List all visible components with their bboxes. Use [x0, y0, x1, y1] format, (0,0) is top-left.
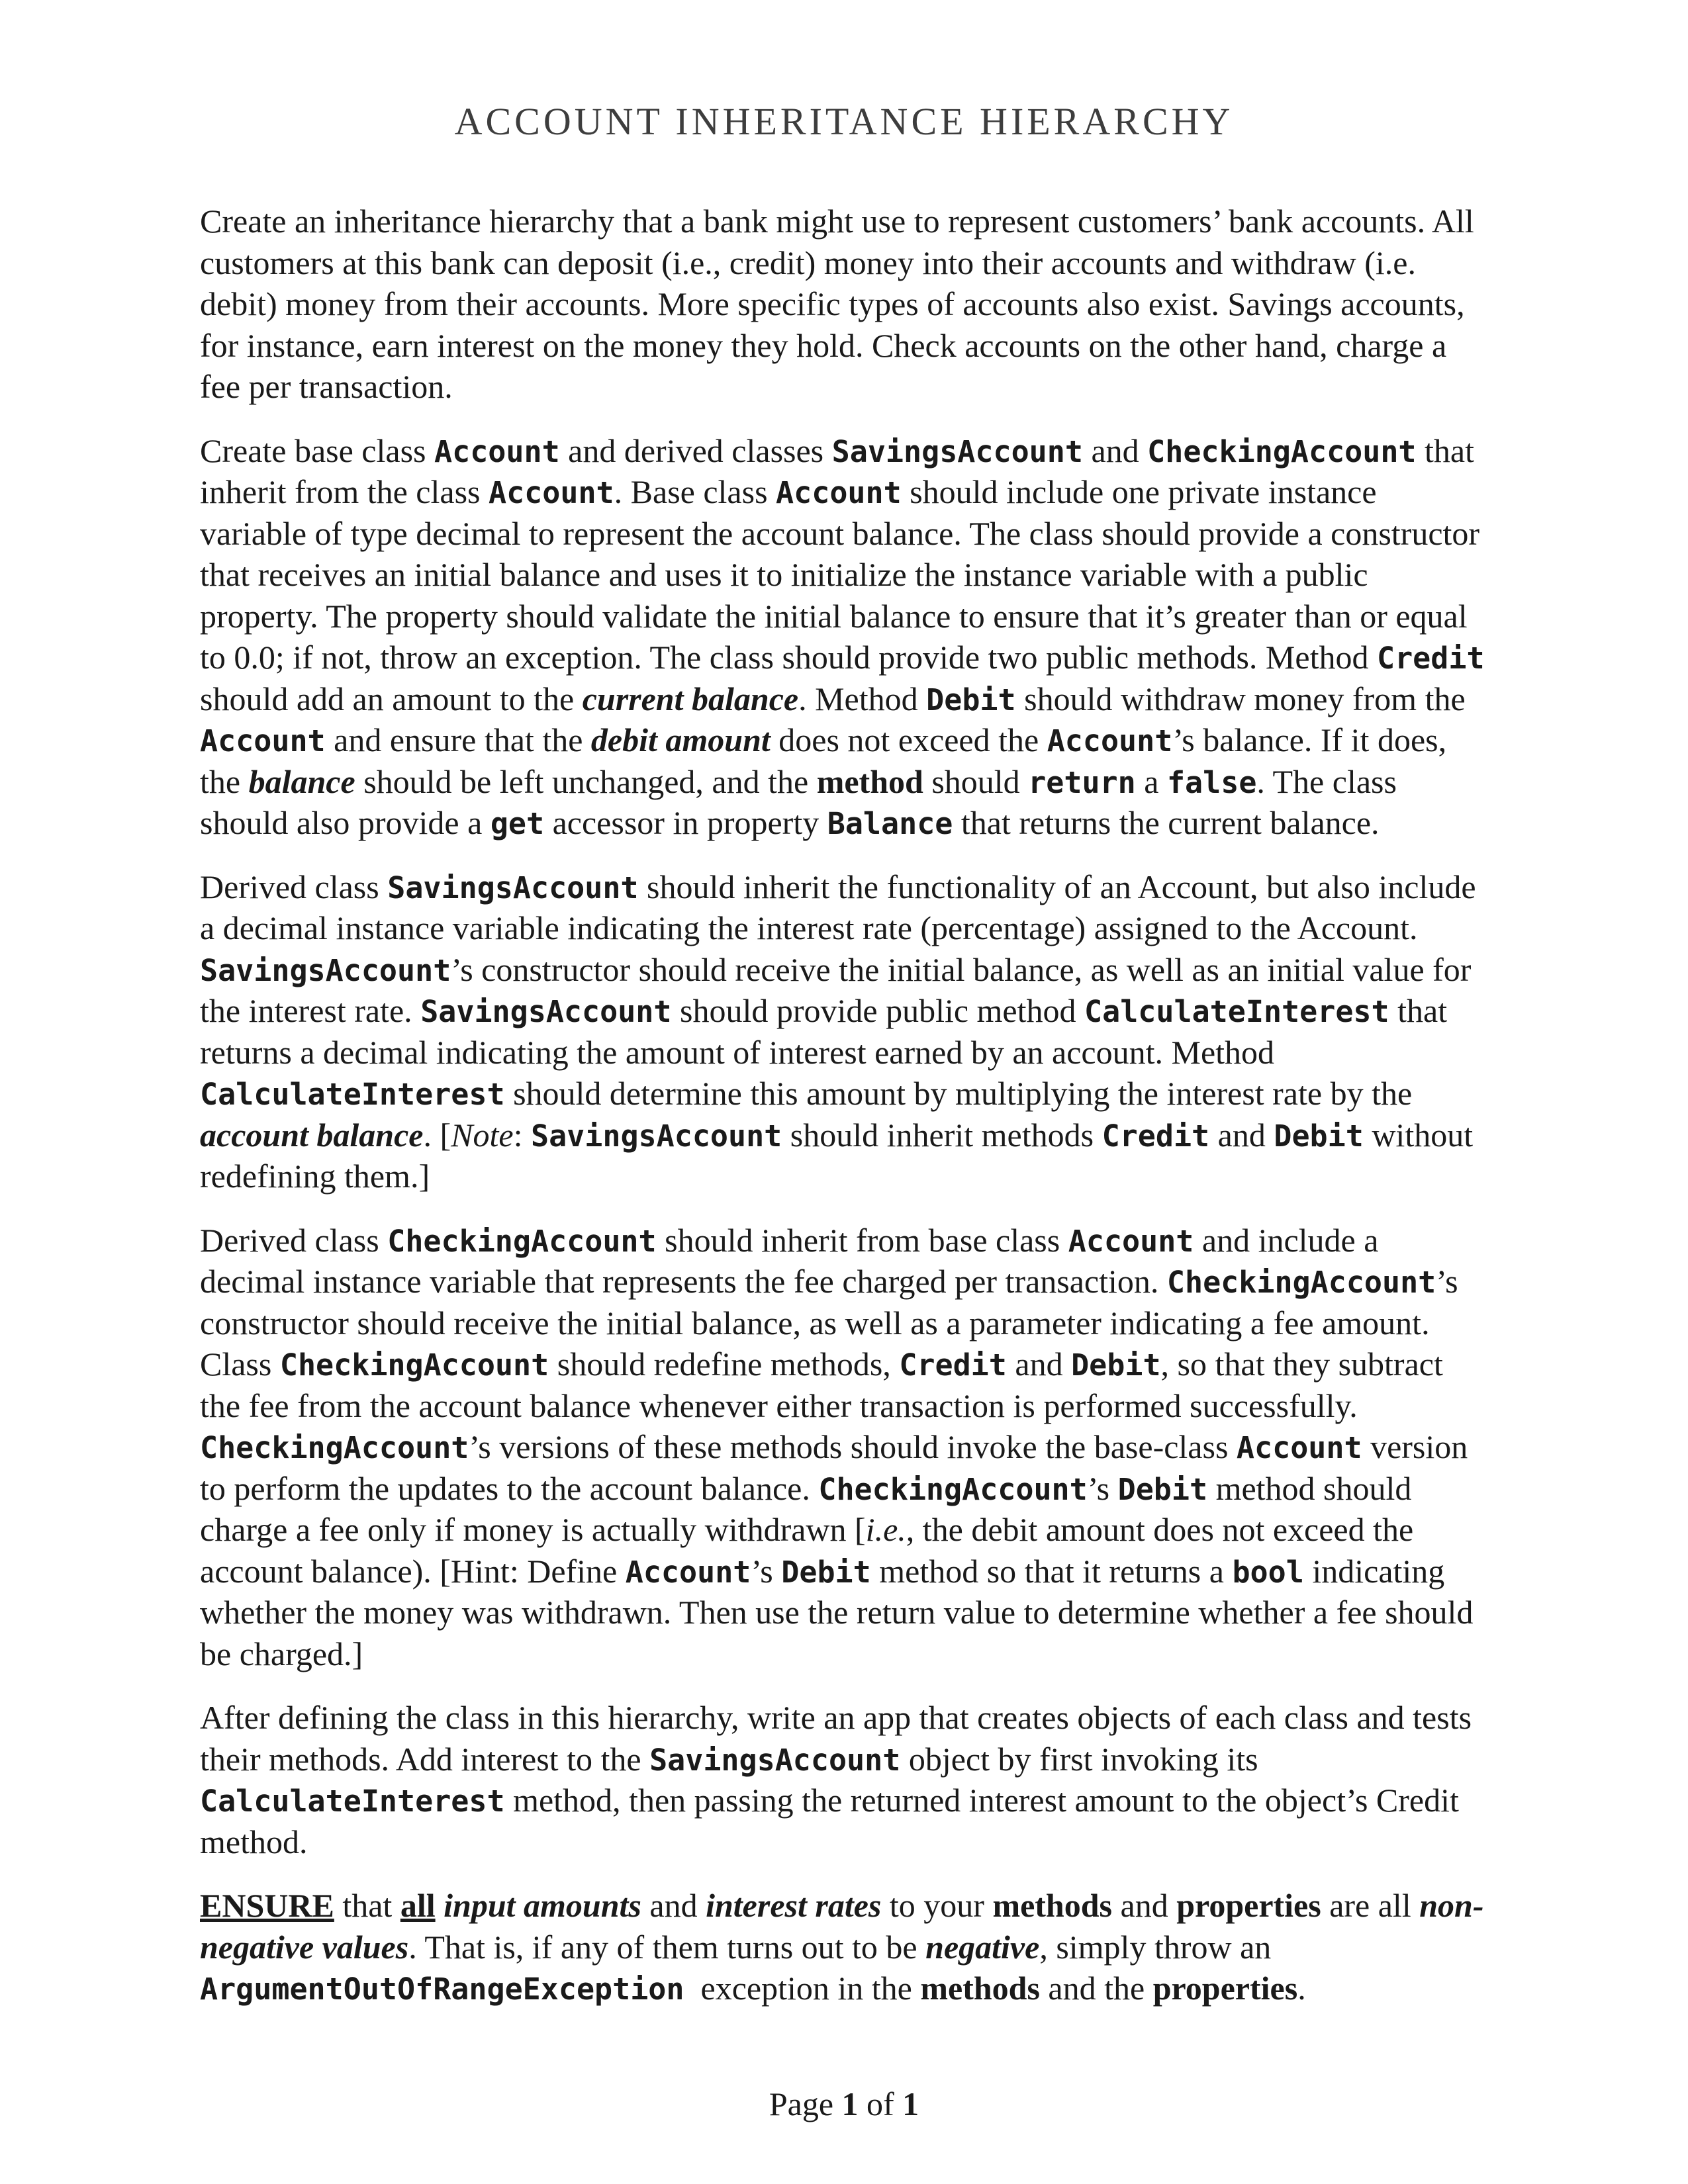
paragraph — [200, 1220, 1488, 1675]
text-run: and — [1006, 1345, 1072, 1383]
paragraph — [200, 1697, 1488, 1862]
text-run: CalculateInterest — [1084, 994, 1389, 1029]
text-run: should inherit methods — [782, 1116, 1102, 1154]
text-run: to your — [881, 1887, 993, 1924]
text-run: CheckingAccount — [1147, 433, 1417, 469]
text-run: return — [1028, 764, 1136, 800]
text-run: SavingsAccount — [420, 994, 672, 1029]
text-run: that — [334, 1887, 400, 1924]
text-run: SavingsAccount — [649, 1742, 901, 1778]
text-run: properties — [1152, 1970, 1298, 2007]
text-run: CheckingAccount — [279, 1347, 549, 1383]
text-run: Debit — [1117, 1471, 1208, 1507]
text-run: i.e. — [865, 1511, 906, 1548]
text-run: non-negative values — [200, 1887, 1484, 1966]
text-run: should inherit the functionality of an Account, but also include a decimal instance variable indicating the interest rate (percentage) assigned to the Account. — [200, 868, 1476, 946]
text-run: , simply throw an — [1039, 1928, 1272, 1966]
text-run: Account — [1068, 1223, 1194, 1259]
text-run: object by first invoking its — [900, 1740, 1258, 1778]
text-run: Note — [451, 1116, 514, 1154]
text-run: . The class should also provide a — [200, 762, 1397, 841]
text-run: . That is, if any of them turns out to be — [408, 1928, 926, 1966]
text-run: ’s — [751, 1552, 782, 1590]
text-run: Balance — [827, 806, 953, 841]
text-run: and derived classes — [559, 432, 832, 469]
text-run: : — [513, 1116, 531, 1154]
text-run: and — [1112, 1887, 1177, 1924]
text-run: methods — [920, 1970, 1040, 2007]
document-title: ACCOUNT INHERITANCE HIERARCHY — [454, 100, 1234, 143]
text-run: without redefining them.] — [200, 1116, 1474, 1195]
paragraph — [200, 866, 1488, 1197]
text-run: Account — [1047, 723, 1173, 758]
text-run: should — [923, 762, 1029, 800]
text-run: Derived class — [200, 868, 388, 905]
text-run: Create base class — [200, 432, 435, 469]
text-run: does not exceed the — [770, 721, 1047, 758]
text-run: interest rates — [706, 1887, 882, 1924]
text-run: and — [1209, 1116, 1274, 1154]
text-run: Page — [769, 2085, 842, 2122]
text-run: current balance — [582, 680, 799, 717]
text-run: SavingsAccount — [387, 870, 639, 905]
text-run: that inherit from the class — [200, 432, 1475, 510]
text-run: Derived class — [200, 1221, 388, 1259]
text-run: account balance — [200, 1116, 424, 1154]
text-run: ’s constructor should receive the initial balance, as well as a parameter indicating a fee amount. Class — [200, 1263, 1458, 1383]
text-run: Credit — [1102, 1118, 1210, 1154]
text-run: CheckingAccount — [387, 1223, 657, 1259]
text-run: CalculateInterest — [200, 1784, 505, 1819]
text-run: false — [1166, 764, 1257, 800]
text-run: should redefine methods, — [549, 1345, 900, 1383]
text-run: should provide public method — [671, 992, 1085, 1029]
text-run: Account — [489, 475, 614, 510]
page-footer — [0, 2085, 1688, 2123]
text-run: should include one private instance variable of type decimal to represent the account balance. The class should provide a constructor that receives an initial balance and uses it to initialize the instance variable with a public property. The property should validate the initial balance to ensure that it’s greater than or equal to 0.0; if not, throw an exception. The class should provide two public methods. Method — [200, 473, 1480, 676]
text-run: methods — [992, 1887, 1113, 1924]
text-run: get — [490, 806, 545, 841]
text-run: version to perform the updates to the account balance. — [200, 1428, 1468, 1507]
paragraph — [200, 430, 1488, 844]
text-run: exception in the — [684, 1970, 921, 2007]
text-run: indicating whether the money was withdrawn. Then use the return value to determine whether a fee should be charged.] — [200, 1552, 1474, 1672]
text-run: should determine this amount by multiplying the interest rate by the — [504, 1075, 1413, 1112]
text-run: Account — [434, 433, 560, 469]
text-run: should add an amount to the — [200, 680, 583, 717]
text-run: ENSURE — [200, 1887, 334, 1924]
text-run: CalculateInterest — [200, 1077, 505, 1112]
text-run: . Base class — [614, 473, 776, 510]
text-run: ’s balance. If it does, the — [200, 721, 1447, 800]
text-run: Debit — [781, 1554, 871, 1590]
document-body — [200, 201, 1488, 2009]
text-run: ’s versions of these methods should invoke the base-class — [469, 1428, 1237, 1465]
text-run: . — [1297, 1970, 1306, 2007]
text-run: . Method — [798, 680, 927, 717]
text-run: ’s constructor should receive the initial balance, as well as an initial value for the interest rate. — [200, 950, 1472, 1029]
text-run: ArgumentOutOfRangeException — [200, 1972, 684, 2007]
text-run: Debit — [1071, 1347, 1161, 1383]
text-run: input amounts — [444, 1887, 641, 1924]
text-run: negative — [925, 1928, 1040, 1966]
text-run: that returns the current balance. — [953, 804, 1380, 841]
text-run: should be left unchanged, and the — [355, 762, 817, 800]
text-run: are all — [1321, 1887, 1420, 1924]
text-run: Credit — [1376, 641, 1485, 676]
text-run: and — [641, 1887, 706, 1924]
text-run: SavingsAccount — [831, 433, 1083, 469]
text-run: should withdraw money from the — [1015, 680, 1466, 717]
text-run: Debit — [926, 682, 1016, 717]
text-run: and ensure that the — [325, 721, 591, 758]
text-run: method so that it returns a — [870, 1552, 1233, 1590]
text-run: method should charge a fee only if money is actually withdrawn [ — [200, 1469, 1412, 1548]
text-run: that returns a decimal indicating the amount of interest earned by an account. Method — [200, 992, 1448, 1071]
text-run: CheckingAccount — [200, 1430, 469, 1465]
text-run: of — [858, 2085, 903, 2122]
text-run: . [ — [423, 1116, 451, 1154]
text-run — [436, 1887, 444, 1924]
text-run: method — [816, 762, 923, 800]
text-run: , the debit amount does not exceed the account balance). [Hint: Define — [200, 1511, 1414, 1590]
text-run: and the — [1039, 1970, 1153, 2007]
text-run: balance — [248, 762, 355, 800]
text-run: Account — [1236, 1430, 1362, 1465]
text-run: 1 — [902, 2085, 919, 2122]
text-run: CheckingAccount — [818, 1471, 1088, 1507]
text-run: a — [1135, 762, 1167, 800]
text-run: 1 — [841, 2085, 859, 2122]
text-run: CheckingAccount — [1166, 1265, 1436, 1300]
text-run: properties — [1176, 1887, 1321, 1924]
text-run: method, then passing the returned interest amount to the object’s Credit method. — [200, 1782, 1459, 1860]
text-run: , so that they subtract the fee from the account balance whenever either transaction is performed successfully. — [200, 1345, 1443, 1424]
text-run: should inherit from base class — [656, 1221, 1068, 1259]
text-run: Account — [776, 475, 902, 510]
text-run: Debit — [1274, 1118, 1364, 1154]
paragraph — [200, 1885, 1488, 2009]
paragraph — [200, 201, 1488, 408]
text-run: SavingsAccount — [530, 1118, 782, 1154]
text-run: debit amount — [590, 721, 771, 758]
text-run: bool — [1232, 1554, 1304, 1590]
text-run: accessor in property — [544, 804, 827, 841]
text-run: and include a decimal instance variable that represents the fee charged per transaction. — [200, 1221, 1379, 1300]
text-run: ’s — [1087, 1469, 1118, 1507]
text-run: all — [400, 1887, 436, 1924]
text-run: Account — [625, 1554, 751, 1590]
text-run: Create an inheritance hierarchy that a bank might use to represent customers’ bank accounts. All customers at this bank can deposit (i.e., credit) money into their accounts and withdraw (i.e. debit) money from their accounts. More specific types of accounts also exist. Savings accounts, for instance, earn interest on the money they hold. Check accounts on the other hand, charge a fee per transaction. — [200, 203, 1474, 405]
text-run: Account — [200, 723, 326, 758]
text-run: After defining the class in this hierarchy, write an app that creates objects of each class and tests their methods. Add interest to the — [200, 1699, 1472, 1778]
text-run: Credit — [899, 1347, 1007, 1383]
text-run: SavingsAccount — [200, 952, 451, 988]
text-run: and — [1082, 432, 1148, 469]
